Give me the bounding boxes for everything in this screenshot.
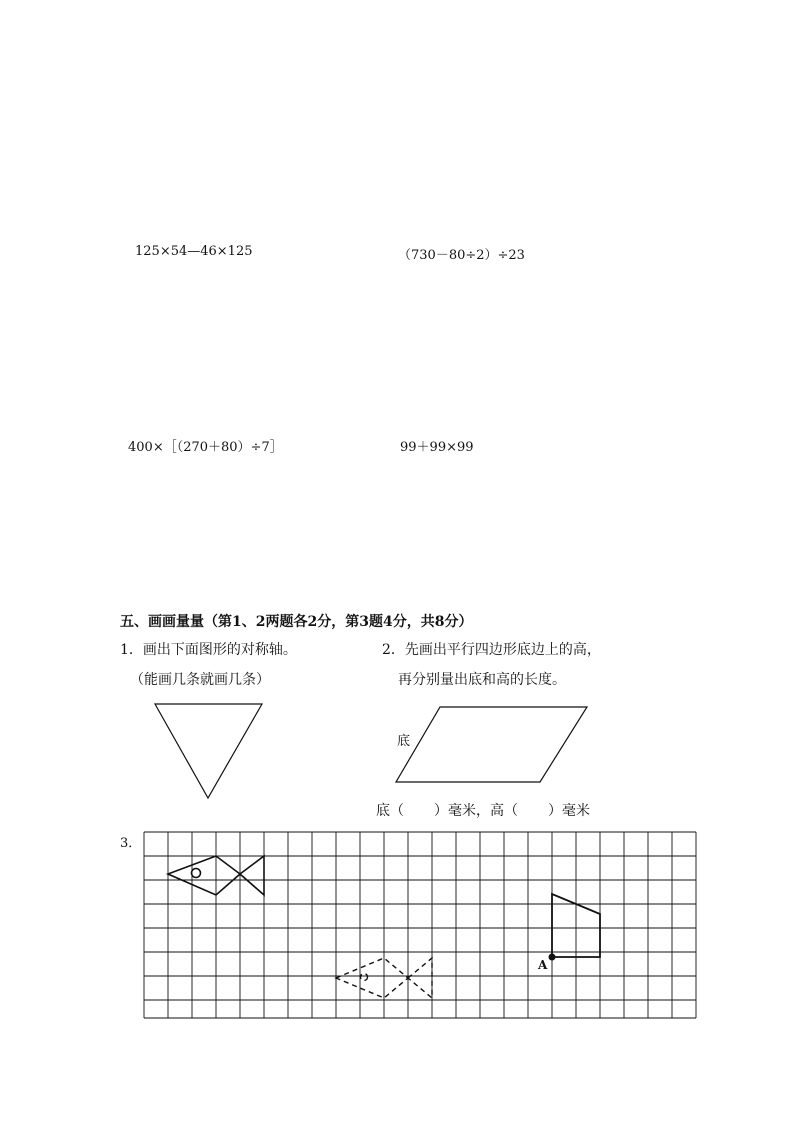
point-a-label: A xyxy=(538,958,548,972)
square-grid[interactable] xyxy=(144,832,696,1018)
expression-1: 125×54—46×125 xyxy=(135,244,253,259)
point-a-dot xyxy=(549,954,556,961)
expression-2: （730－80÷2）÷23 xyxy=(398,248,525,263)
parallelogram-figure[interactable] xyxy=(396,707,587,782)
question-1-line-1: 1．画出下面图形的对称轴。 xyxy=(120,642,297,658)
inverted-triangle-figure[interactable] xyxy=(155,704,262,798)
question-1-line-2: （能画几条就画几条） xyxy=(130,672,270,688)
section-title: 五、画画量量（第1、2两题各2分，第3题4分，共8分） xyxy=(120,614,473,630)
question-2-line-2: 再分别量出底和高的长度。 xyxy=(398,672,566,688)
fish-eye-icon xyxy=(192,869,201,878)
dashed-fish-eye-icon xyxy=(361,974,368,981)
height-answer-suffix: ）毫米 xyxy=(548,803,590,819)
expression-4: 99＋99×99 xyxy=(400,440,474,455)
expression-3: 400×［（270＋80）÷7］ xyxy=(128,440,283,455)
question-3-number: 3． xyxy=(120,836,142,851)
base-answer-suffix: ）毫米，高（ xyxy=(434,803,518,819)
parallelogram-base-label: 底 xyxy=(397,734,411,749)
question-2-line-1: 2．先画出平行四边形底边上的高， xyxy=(382,642,601,658)
base-answer-prefix: 底（ xyxy=(376,803,404,819)
